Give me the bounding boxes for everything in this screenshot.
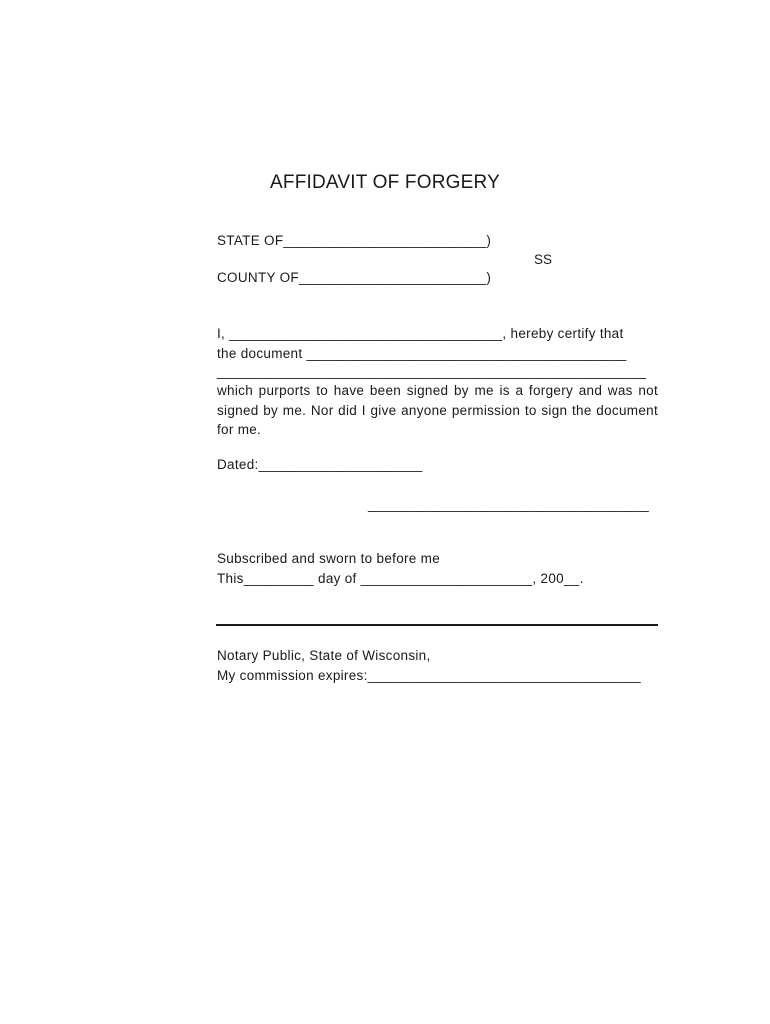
forgery-statement: which purports to have been signed by me is a forgery and was not signed by me. Nor did I give anyone permission to sign the document for me.: [217, 383, 658, 437]
jurat-line-1: Subscribed and sworn to before me: [217, 551, 441, 566]
notary-title: Notary Public, State of Wisconsin,: [217, 648, 431, 663]
document-name-line: the document _________________________________________: [217, 346, 627, 361]
county-of-field: COUNTY OF________________________): [217, 270, 492, 285]
jurat-line-2: This_________ day of ______________________, 200__.: [217, 571, 584, 586]
document-continuation-line: _______________________________________________________: [217, 364, 647, 379]
ss-label: SS: [534, 252, 553, 267]
commission-expires-field: My commission expires:___________________________________: [217, 668, 641, 683]
dated-field: Dated:_____________________: [217, 457, 423, 472]
notary-signature-rule: [216, 624, 658, 626]
certify-line: I, ___________________________________, hereby certify that: [217, 326, 624, 341]
document-title: AFFIDAVIT OF FORGERY: [270, 172, 500, 193]
affiant-signature-line: ____________________________________: [368, 497, 650, 512]
state-of-field: STATE OF__________________________): [217, 233, 492, 248]
